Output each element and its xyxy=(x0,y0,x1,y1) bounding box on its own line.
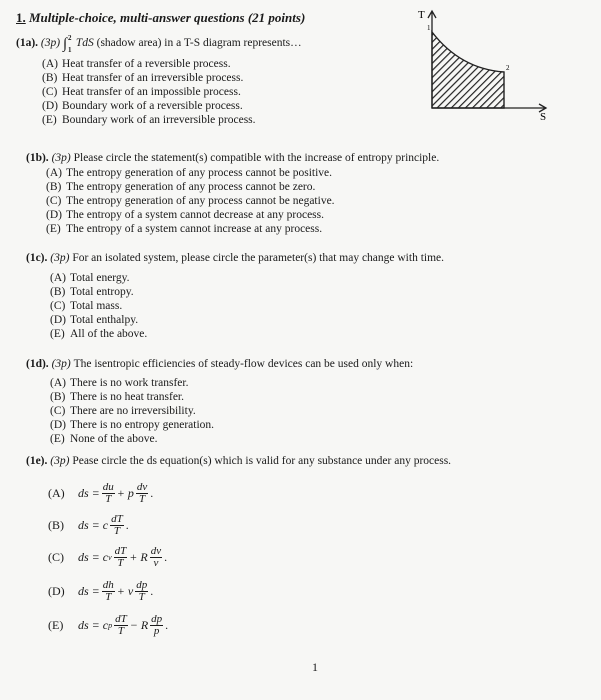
option-b[interactable] xyxy=(50,285,444,299)
fraction xyxy=(114,614,128,637)
section-title: Multiple-choice, multi-answer questions (21 points) xyxy=(29,10,306,25)
option-e[interactable] xyxy=(42,113,302,127)
ts-diagram xyxy=(418,6,558,124)
option-label: (B) xyxy=(50,391,66,403)
option-text: The entropy generation of any process cannot be negative. xyxy=(66,195,335,207)
question-1c xyxy=(26,251,444,341)
option-label: (B) xyxy=(42,72,58,84)
option-label: (C) xyxy=(42,86,58,98)
fraction xyxy=(150,546,162,569)
option-text: Heat transfer of a reversible process. xyxy=(62,58,231,70)
option-e[interactable] xyxy=(46,222,439,236)
option-text: The entropy of a system cannot decrease at any process. xyxy=(66,209,325,221)
fraction xyxy=(102,580,115,603)
integral-sign: ∫ 2 1 xyxy=(63,37,73,51)
option-label: (B) xyxy=(46,181,62,193)
option-text: Total entropy. xyxy=(70,286,134,298)
option-d[interactable] xyxy=(50,313,444,327)
option-label: (A) xyxy=(50,377,66,389)
question-label: (1d). xyxy=(26,358,49,370)
operator: − R xyxy=(129,618,149,632)
option-label: (D) xyxy=(48,584,65,598)
period: . xyxy=(150,486,154,500)
denominator: T xyxy=(139,493,146,505)
period: . xyxy=(164,550,168,564)
option-label: (C) xyxy=(50,405,66,417)
option-a[interactable] xyxy=(42,57,302,71)
option-d[interactable] xyxy=(46,208,439,222)
fraction xyxy=(110,514,124,537)
equation-option-b[interactable] xyxy=(48,514,129,537)
option-label: (C) xyxy=(48,550,64,564)
fraction xyxy=(102,482,115,505)
operator: + R xyxy=(129,550,148,564)
page-number: 1 xyxy=(312,660,318,674)
integral-lower-limit: 1 xyxy=(67,46,72,54)
option-e[interactable] xyxy=(50,327,444,341)
option-label: (D) xyxy=(50,419,66,431)
question-label: (1e). xyxy=(26,455,48,467)
fraction xyxy=(114,546,128,569)
fraction xyxy=(150,614,163,637)
equation-lhs: ds = xyxy=(78,486,100,500)
equation-lhs: ds = xyxy=(78,584,100,598)
option-label: (B) xyxy=(50,286,66,298)
option-text: There is no entropy generation. xyxy=(70,419,215,431)
period: . xyxy=(165,618,169,632)
option-text: Total enthalpy. xyxy=(70,314,139,326)
option-text: The entropy of a system cannot increase at any process. xyxy=(66,223,323,235)
option-c[interactable] xyxy=(42,85,302,99)
option-label: (A) xyxy=(48,486,65,500)
equation-option-e[interactable] xyxy=(48,614,168,637)
numerator: dv xyxy=(150,545,162,557)
equation-option-a[interactable] xyxy=(48,482,153,505)
option-label: (C) xyxy=(50,300,66,312)
option-label: (B) xyxy=(48,518,64,532)
option-text: Total mass. xyxy=(70,300,123,312)
operator: + p xyxy=(116,486,134,500)
option-b[interactable] xyxy=(46,180,439,194)
question-label: (1b). xyxy=(26,152,49,164)
option-label: (D) xyxy=(50,314,66,326)
option-label: (E) xyxy=(48,618,64,632)
option-label: (E) xyxy=(50,433,65,445)
question-label: (1a). xyxy=(16,37,39,49)
equation-lhs: ds = c xyxy=(78,618,109,632)
numerator: dp xyxy=(136,579,148,591)
subscript: v xyxy=(108,553,112,562)
option-text: Total energy. xyxy=(70,272,130,284)
fraction xyxy=(136,482,148,505)
equation-option-c[interactable] xyxy=(48,546,167,569)
integral-upper-limit: 2 xyxy=(67,34,72,42)
option-label: (A) xyxy=(46,167,62,179)
question-1e xyxy=(26,454,451,468)
denominator: v xyxy=(153,557,159,569)
equation-lhs: ds = c xyxy=(78,550,109,564)
denominator: T xyxy=(138,591,145,603)
question-1a-header xyxy=(16,34,302,54)
numerator: dv xyxy=(136,481,148,493)
options-list xyxy=(16,57,302,127)
numerator: dT xyxy=(111,513,123,525)
period: . xyxy=(150,584,154,598)
option-text: The entropy generation of any process cannot be zero. xyxy=(66,181,316,193)
question-points: (3p) xyxy=(50,252,70,264)
option-text: Heat transfer of an irreversible process. xyxy=(62,72,244,84)
option-text: There is no work transfer. xyxy=(70,377,189,389)
options-list xyxy=(26,376,413,446)
numerator: du xyxy=(102,481,114,493)
denominator: T xyxy=(113,525,120,537)
option-e[interactable] xyxy=(50,432,413,446)
question-text: The isentropic efficiencies of steady-flow devices can be used only when: xyxy=(73,358,414,370)
question-points: (3p) xyxy=(51,358,71,370)
option-b[interactable] xyxy=(50,390,413,404)
numerator: dT xyxy=(114,545,127,557)
option-label: (A) xyxy=(42,58,58,70)
option-text: There is no heat transfer. xyxy=(70,391,184,403)
denominator: T xyxy=(117,557,124,569)
point-1-label: 1 xyxy=(427,24,431,32)
option-label: (E) xyxy=(50,328,65,340)
options-list xyxy=(26,271,444,341)
options-list xyxy=(26,166,439,236)
option-d[interactable] xyxy=(50,418,413,432)
question-1e-header xyxy=(26,454,451,468)
question-1a xyxy=(16,36,302,127)
equation-option-d[interactable] xyxy=(48,580,153,603)
option-c[interactable] xyxy=(46,194,439,208)
denominator: T xyxy=(105,493,112,505)
option-b[interactable] xyxy=(42,71,302,85)
option-text: Boundary work of a reversible process. xyxy=(62,100,243,112)
operator: + v xyxy=(116,584,134,598)
question-label: (1c). xyxy=(26,252,48,264)
question-text: Please circle the statement(s) compatible with the increase of entropy principle. xyxy=(73,152,440,164)
option-text: There are no irreversibility. xyxy=(70,405,196,417)
option-label: (D) xyxy=(46,209,62,221)
question-text: (shadow area) in a T-S diagram represents… xyxy=(96,37,302,49)
question-points: (3p) xyxy=(51,152,71,164)
option-text: Boundary work of an irreversible process. xyxy=(62,114,256,126)
option-label: (A) xyxy=(50,272,66,284)
option-c[interactable] xyxy=(50,404,413,418)
option-label: (D) xyxy=(42,100,58,112)
integral-expression: TdS xyxy=(75,37,94,49)
question-text: Pease circle the ds equation(s) which is valid for any substance under any process. xyxy=(72,455,452,467)
option-label: (C) xyxy=(46,195,62,207)
numerator: dp xyxy=(151,613,163,625)
subscript: p xyxy=(108,621,113,630)
question-text: For an isolated system, please circle the parameter(s) that may change with time. xyxy=(72,252,445,264)
section-header xyxy=(16,10,305,26)
option-c[interactable] xyxy=(50,299,444,313)
question-points: (3p) xyxy=(50,455,70,467)
option-text: None of the above. xyxy=(70,433,158,445)
equation-lhs: ds = c xyxy=(78,518,109,532)
shaded-area xyxy=(432,32,504,108)
period: . xyxy=(125,518,129,532)
t-axis-label: T xyxy=(418,9,425,21)
option-a[interactable] xyxy=(50,271,444,285)
question-1d xyxy=(26,357,413,446)
option-text: Heat transfer of an impossible process. xyxy=(62,86,241,98)
question-1b xyxy=(26,151,439,236)
denominator: p xyxy=(153,625,160,637)
option-text: All of the above. xyxy=(70,328,148,340)
point-2-label: 2 xyxy=(506,64,510,72)
option-a[interactable] xyxy=(50,376,413,390)
option-label: (E) xyxy=(42,114,57,126)
denominator: T xyxy=(117,625,124,637)
numerator: dh xyxy=(102,579,114,591)
option-a[interactable] xyxy=(46,166,439,180)
option-d[interactable] xyxy=(42,99,302,113)
fraction xyxy=(135,580,148,603)
question-points: (3p) xyxy=(40,37,61,49)
s-axis-label: S xyxy=(540,111,547,123)
option-text: The entropy generation of any process cannot be positive. xyxy=(66,167,333,179)
denominator: T xyxy=(105,591,112,603)
section-number: 1. xyxy=(16,10,26,25)
question-1c-header xyxy=(26,251,444,265)
question-1b-header xyxy=(26,151,439,165)
question-1d-header xyxy=(26,357,413,371)
option-label: (E) xyxy=(46,223,61,235)
numerator: dT xyxy=(115,613,127,625)
